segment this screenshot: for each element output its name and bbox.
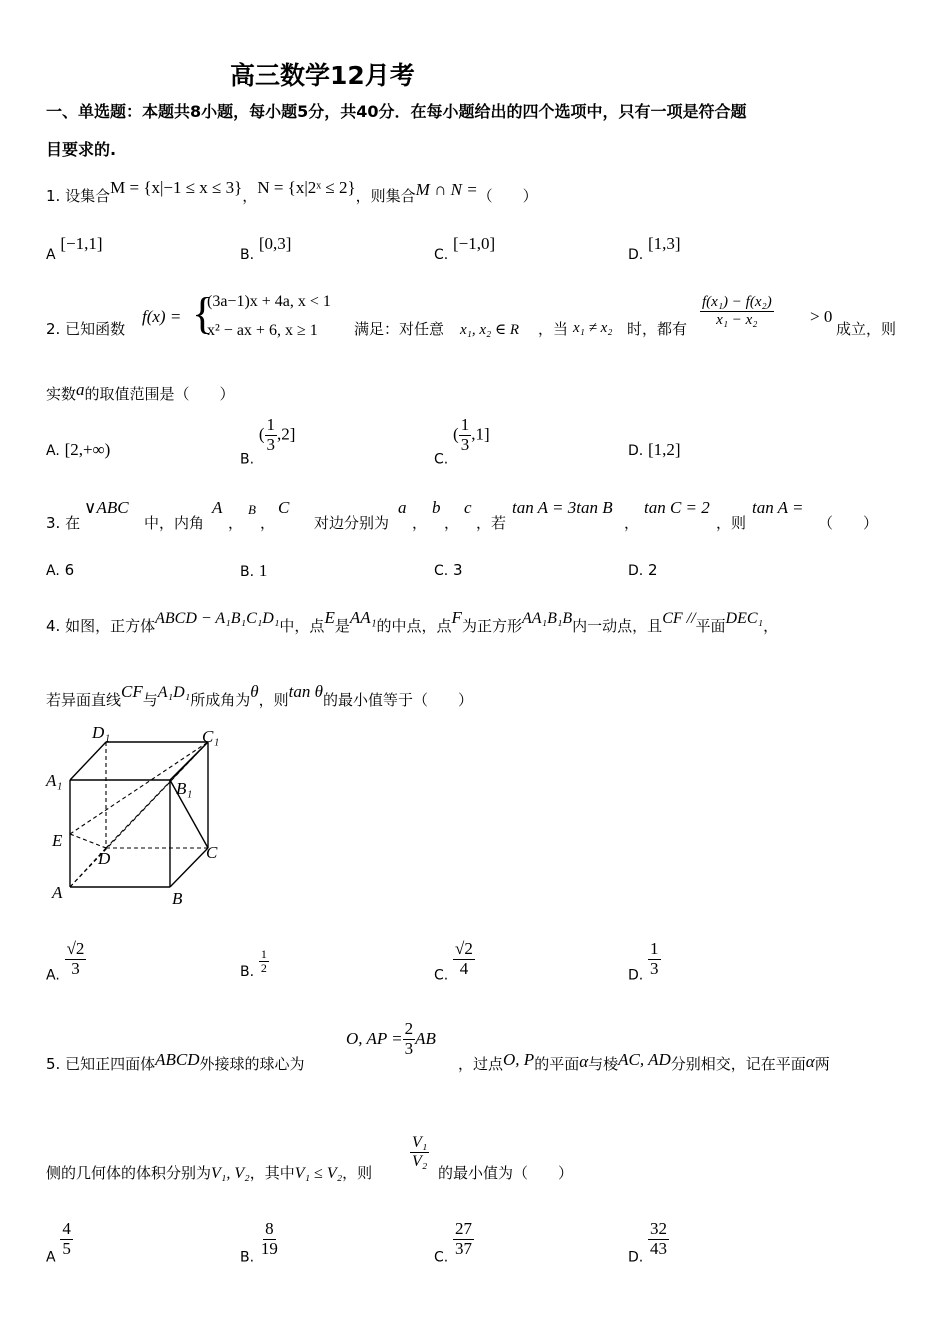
option-label: B. <box>240 451 255 468</box>
q2-text5: 成立，则 <box>836 320 897 338</box>
option-value: [1,3] <box>648 234 681 253</box>
q2-vars: x₁, x₂ ∈ R <box>460 322 520 338</box>
point-f: F <box>451 608 462 627</box>
line-a1d1: A₁D₁ <box>157 684 191 701</box>
label-d: D <box>98 849 111 868</box>
q5-line2a <box>46 1162 372 1183</box>
option-label: D. <box>628 443 644 459</box>
q2-case1: (3a−1)x + 4a, x < 1 <box>207 293 331 310</box>
option-label: A. <box>46 443 60 459</box>
q4-line2d: ，则 <box>258 691 289 709</box>
label-c1: C₁ <box>202 727 220 746</box>
section-heading-line1: 一、单选题：本题共8小题，每小题5分，共40分．在每小题给出的四个选项中，只有一项是符合题 <box>46 102 747 121</box>
frac-denominator: 5 <box>62 1238 71 1258</box>
q4-text5: 为正方形 <box>461 617 522 635</box>
q1-option-d[interactable] <box>628 234 681 263</box>
q4-line1 <box>46 608 778 636</box>
option-label: C. <box>434 563 449 579</box>
option-label: D. <box>628 563 644 579</box>
option-value: 1 <box>258 561 268 580</box>
frac-numerator: 27 <box>455 1219 473 1238</box>
points-op: O, P <box>503 1050 535 1069</box>
cond-post: AB <box>415 1029 436 1049</box>
volumes: V₁, V₂ <box>211 1165 250 1182</box>
q2-line2a: 实数 <box>46 385 77 403</box>
cond2: tan C = 2 <box>644 498 710 517</box>
var-a: a <box>76 380 85 399</box>
q2-fx: f(x) = <box>142 307 182 326</box>
angle-theta: θ <box>250 682 259 701</box>
option-label: C. <box>434 451 449 468</box>
q5-line2a-text: 侧的几何体的体积分别为 <box>46 1164 212 1182</box>
question-number: 4. <box>46 617 61 635</box>
q5-text4: 的平面 <box>534 1055 580 1073</box>
q4-line2c: 所成角为 <box>190 691 251 709</box>
sep: ， <box>624 514 640 532</box>
cond-pre: O, AP = <box>346 1029 403 1049</box>
sep: ， <box>444 514 460 532</box>
hidden-ac1 <box>70 742 208 887</box>
angle-b: B <box>248 502 256 517</box>
label-d1: D₁ <box>92 723 111 742</box>
option-label: B. <box>240 964 255 981</box>
parallel-cond: CF // <box>662 610 696 627</box>
option-value: [2,+∞) <box>64 440 111 459</box>
label-a: A <box>52 883 63 902</box>
q5-line2c: ，则 <box>342 1164 373 1182</box>
q5-option-d[interactable] <box>628 1220 669 1266</box>
tail: ,1] <box>471 424 490 444</box>
q5-line1a <box>46 1050 305 1074</box>
q2-line2 <box>46 380 235 404</box>
q5-text5: 与棱 <box>588 1055 619 1073</box>
side-b: b <box>432 498 441 517</box>
q4-text8: ， <box>763 617 779 635</box>
q3-text3: 对边分别为 <box>314 514 390 532</box>
piecewise-brace: { <box>192 289 214 338</box>
option-label: A. <box>46 967 60 984</box>
option-label: A <box>46 247 56 263</box>
q4-option-d[interactable] <box>628 940 661 984</box>
q3-option-a[interactable] <box>46 561 74 579</box>
option-label: A <box>46 1249 56 1266</box>
option-label: B. <box>240 247 255 263</box>
q3-option-c[interactable] <box>434 561 463 579</box>
q1-text2: ，则集合 <box>355 187 416 205</box>
hidden-ed <box>70 834 106 848</box>
frac-numerator: 2 <box>404 1019 414 1038</box>
frac-numerator: 1 <box>260 947 267 961</box>
volume-ineq: V₁ ≤ V₂ <box>294 1165 343 1182</box>
option-label: B. <box>240 564 255 580</box>
page-title: 高三数学12月考 <box>230 61 415 90</box>
frac-denominator: 37 <box>455 1238 473 1258</box>
q5-option-c[interactable] <box>434 1220 474 1266</box>
q2-option-d[interactable] <box>628 440 681 460</box>
q4-option-b[interactable] <box>240 948 269 980</box>
frac-denominator: 3 <box>71 958 80 978</box>
point-e: E <box>324 608 335 627</box>
q1-expr: M ∩ N = <box>415 180 478 199</box>
edge-cb <box>170 848 208 887</box>
q2-case2: x² − ax + 6, x ≥ 1 <box>207 322 318 339</box>
label-a1: A₁ <box>46 771 63 790</box>
label-c: C <box>206 843 218 862</box>
open-paren: ( <box>258 424 265 444</box>
q1-option-c[interactable] <box>434 234 495 263</box>
q3-text4: ，若 <box>476 514 507 532</box>
square-name: AA₁B₁B <box>521 610 573 627</box>
q4-option-a[interactable] <box>46 940 86 984</box>
frac-numerator: 1 <box>266 415 276 434</box>
q3-tri: ∨ABC <box>84 498 129 517</box>
frac-denominator: 43 <box>650 1238 668 1258</box>
q4-text7: 平面 <box>695 617 726 635</box>
angle-a: A <box>212 498 223 517</box>
frac-denominator: 3 <box>404 1038 414 1058</box>
frac-denominator: 2 <box>260 961 267 976</box>
option-value: [−1,1] <box>60 234 103 253</box>
side-c: c <box>464 498 472 517</box>
option-value: [1,2] <box>648 440 681 459</box>
frac-numerator: √2 <box>455 939 473 958</box>
section-heading-line2: 目要求的. <box>46 140 117 159</box>
cond1: tan A = 3tan B <box>512 498 613 517</box>
q1-option-a[interactable] <box>46 234 103 263</box>
option-label: C. <box>434 967 449 984</box>
q4-option-c[interactable] <box>434 940 475 984</box>
tail: ,2] <box>277 424 296 444</box>
q4-text: 如图，正方体 <box>65 617 156 635</box>
q3-option-b[interactable] <box>240 561 267 581</box>
option-value: 6 <box>64 561 75 579</box>
q4-text6: 内一动点，且 <box>572 617 663 635</box>
frac-numerator: 1 <box>460 415 470 434</box>
frac-numerator: √2 <box>66 939 85 958</box>
q5-text3: ，过点 <box>458 1055 504 1073</box>
q4-line2a: 若异面直线 <box>46 691 122 709</box>
q2-text2: 满足：对任意 <box>354 320 445 338</box>
option-value: 2 <box>648 561 658 579</box>
question-number: 1. <box>46 187 61 205</box>
frac-denominator: 19 <box>260 1238 278 1258</box>
tetrahedron-name: ABCD <box>155 1050 200 1069</box>
option-label: C. <box>434 1249 449 1266</box>
frac-numerator: f(x₁) − f(x₂) <box>702 294 772 310</box>
q4-line2 <box>46 682 473 710</box>
plane-name: DEC₁ <box>725 610 764 627</box>
q5-line1b <box>458 1050 830 1074</box>
q5-condition <box>346 1020 436 1058</box>
option-label: D. <box>628 247 644 263</box>
frac-denominator: 4 <box>459 958 469 978</box>
option-label: A. <box>46 563 60 579</box>
q2-number <box>46 318 125 339</box>
question-number: 5. <box>46 1055 61 1073</box>
q5-option-b[interactable] <box>240 1220 280 1266</box>
q5-text: 已知正四面体 <box>65 1055 156 1073</box>
edge-a1d1 <box>70 742 106 780</box>
q5-line2d: 的最小值为（ ） <box>438 1164 574 1182</box>
q2-line2b: 的取值范围是（ ） <box>84 385 235 403</box>
line-cf: CF <box>121 682 143 701</box>
option-label: C. <box>434 247 449 263</box>
option-value: 3 <box>453 561 463 579</box>
plane-alpha2: α <box>805 1052 815 1071</box>
q1-comma: ， <box>242 187 258 205</box>
q5-line2b: ，其中 <box>249 1164 295 1182</box>
q2-text: 已知函数 <box>65 320 126 338</box>
option-value: [−1,0] <box>453 234 496 253</box>
q3-text5: ，则 <box>716 514 747 532</box>
q3-text2: 中，内角 <box>144 514 205 532</box>
frac-denominator: x₁ − x₂ <box>716 311 758 328</box>
q5-text6: 分别相交，记在平面 <box>670 1055 806 1073</box>
q4-text4: 的中点，点 <box>376 617 452 635</box>
tan-theta: tan θ <box>288 682 323 701</box>
q5-text7: 两 <box>814 1055 830 1073</box>
frac-denominator: 3 <box>460 434 470 454</box>
q5-option-a[interactable] <box>46 1220 73 1266</box>
frac-denominator: V₂ <box>412 1152 428 1170</box>
q3-option-d[interactable] <box>628 561 658 579</box>
set-n: N = {x|2ˣ ≤ 2} <box>257 178 356 197</box>
q3-ask: tan A = <box>752 498 804 517</box>
frac-denominator: 3 <box>266 434 276 454</box>
side-a: a <box>398 498 407 517</box>
frac-numerator: V₁ <box>412 1134 428 1151</box>
q3-number <box>46 512 80 533</box>
option-label: B. <box>240 1249 255 1266</box>
q1-option-b[interactable] <box>240 234 291 263</box>
q4-line2e: 的最小值等于（ ） <box>322 691 473 709</box>
plane-alpha: α <box>579 1052 589 1071</box>
q2-gt: > 0 <box>810 307 833 326</box>
frac-numerator: 8 <box>265 1219 274 1238</box>
cube-figure <box>40 722 240 912</box>
sep: ， <box>260 514 276 532</box>
question-number: 2. <box>46 320 61 338</box>
frac-numerator: 32 <box>650 1219 668 1238</box>
edges: AC, AD <box>618 1050 671 1069</box>
open-paren: ( <box>453 424 459 444</box>
label-b1: B₁ <box>176 779 193 798</box>
set-m: M = {x|−1 ≤ x ≤ 3} <box>110 178 243 197</box>
frac-numerator: 4 <box>62 1219 71 1238</box>
q2-option-b[interactable] <box>240 416 295 468</box>
edge-aa1: AA₁ <box>349 608 377 627</box>
q2-option-c[interactable] <box>434 416 490 468</box>
q3-text: 在 <box>65 514 81 532</box>
cube-name: ABCD − A₁B₁C₁D₁ <box>155 610 280 627</box>
q3-paren: （ ） <box>818 514 879 532</box>
label-b: B <box>172 889 183 908</box>
q2-text3: ，当 <box>538 320 569 338</box>
question-number: 3. <box>46 514 61 532</box>
option-label: D. <box>628 1249 644 1266</box>
frac-numerator: 1 <box>650 939 659 958</box>
question-1 <box>46 178 538 206</box>
q2-neq: x₁ ≠ x₂ <box>573 320 613 336</box>
q4-text2: 中，点 <box>279 617 325 635</box>
option-value: [0,3] <box>258 234 292 253</box>
q4-text3: 是 <box>334 617 350 635</box>
sep: ， <box>412 514 428 532</box>
q2-fraction <box>700 294 774 328</box>
q1-paren: （ ） <box>477 187 538 205</box>
q5-volume-ratio <box>410 1134 429 1170</box>
q2-text4: 时，都有 <box>627 320 688 338</box>
sep: ， <box>228 514 244 532</box>
q4-line2b: 与 <box>142 691 158 709</box>
q1-text: 设集合 <box>65 187 111 205</box>
q2-option-a[interactable] <box>46 440 110 460</box>
label-e: E <box>52 831 63 850</box>
option-label: D. <box>628 967 644 984</box>
q5-text2: 外接球的球心为 <box>199 1055 305 1073</box>
frac-denominator: 3 <box>650 958 659 978</box>
angle-c: C <box>278 498 290 517</box>
